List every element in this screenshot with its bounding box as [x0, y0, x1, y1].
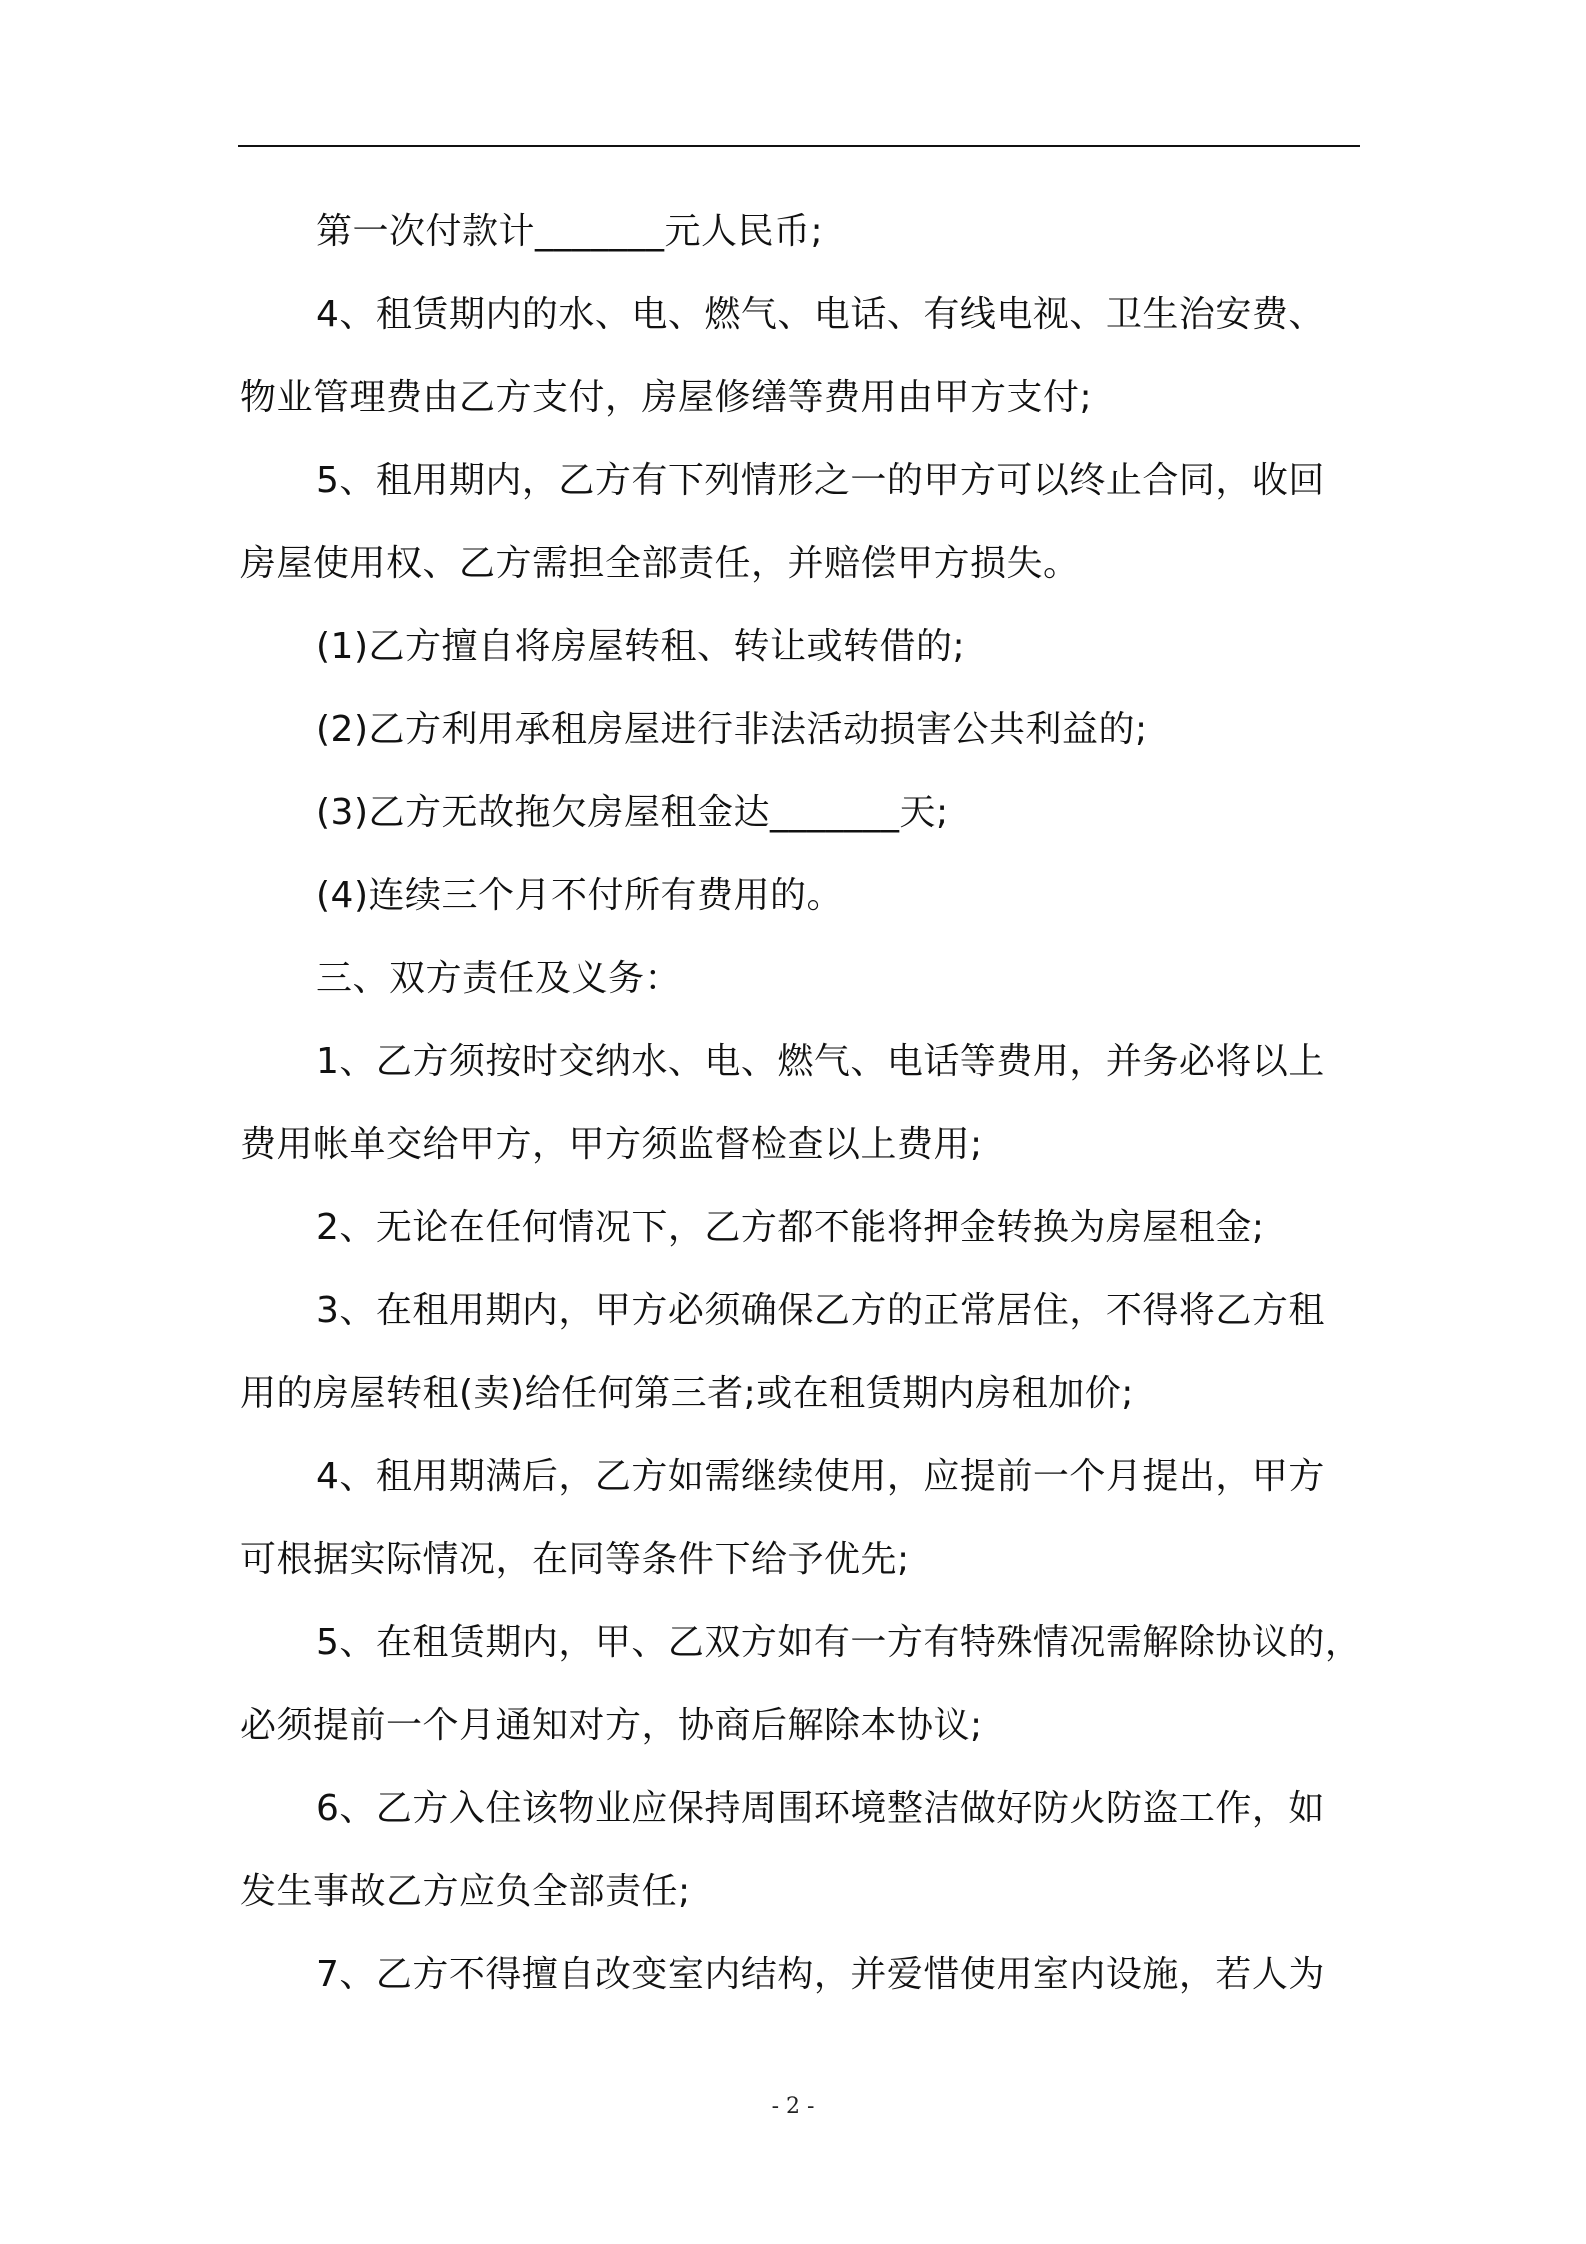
text-line: (2)乙方利用承租房屋进行非法活动损害公共利益的;: [316, 709, 1148, 750]
text-line: 第一次付款计_______元人民币;: [316, 211, 824, 252]
text-line: 4、租用期满后，乙方如需继续使用，应提前一个月提出，甲方: [316, 1456, 1325, 1497]
page-number: - 2 -: [771, 2094, 815, 2119]
text-line: 费用帐单交给甲方，甲方须监督检查以上费用;: [240, 1124, 983, 1165]
header-rule: [238, 145, 1360, 147]
document-body: [240, 190, 1366, 2016]
text-line: 物业管理费由乙方支付，房屋修缮等费用由甲方支付;: [240, 377, 1093, 418]
text-line: (1)乙方擅自将房屋转租、转让或转借的;: [316, 626, 966, 667]
text-line: 发生事故乙方应负全部责任;: [240, 1871, 691, 1912]
text-line: 5、在租赁期内，甲、乙双方如有一方有特殊情况需解除协议的，: [316, 1622, 1362, 1663]
text-line: 可根据实际情况，在同等条件下给予优先;: [240, 1539, 910, 1580]
text-line: 必须提前一个月通知对方，协商后解除本协议;: [240, 1705, 983, 1746]
text-line: 房屋使用权、乙方需担全部责任，并赔偿甲方损失。: [240, 543, 1080, 584]
text-line: 3、在租用期内，甲方必须确保乙方的正常居住，不得将乙方租: [316, 1290, 1325, 1331]
text-line: 5、租用期内，乙方有下列情形之一的甲方可以终止合同，收回: [316, 460, 1325, 501]
section-heading: 三、双方责任及义务：: [316, 958, 682, 999]
text-line: 7、乙方不得擅自改变室内结构，并爱惜使用室内设施，若人为: [316, 1954, 1325, 1995]
text-line: 4、租赁期内的水、电、燃气、电话、有线电视、卫生治安费、: [316, 294, 1325, 335]
text-line: (3)乙方无故拖欠房屋租金达_______天;: [316, 792, 949, 833]
text-line: 1、乙方须按时交纳水、电、燃气、电话等费用，并务必将以上: [316, 1041, 1325, 1082]
text-line: (4)连续三个月不付所有费用的。: [316, 875, 843, 916]
text-line: 用的房屋转租(卖)给任何第三者;或在租赁期内房租加价;: [240, 1373, 1134, 1414]
text-line: 2、无论在任何情况下，乙方都不能将押金转换为房屋租金;: [316, 1207, 1265, 1248]
text-line: 6、乙方入住该物业应保持周围环境整洁做好防火防盗工作，如: [316, 1788, 1325, 1829]
